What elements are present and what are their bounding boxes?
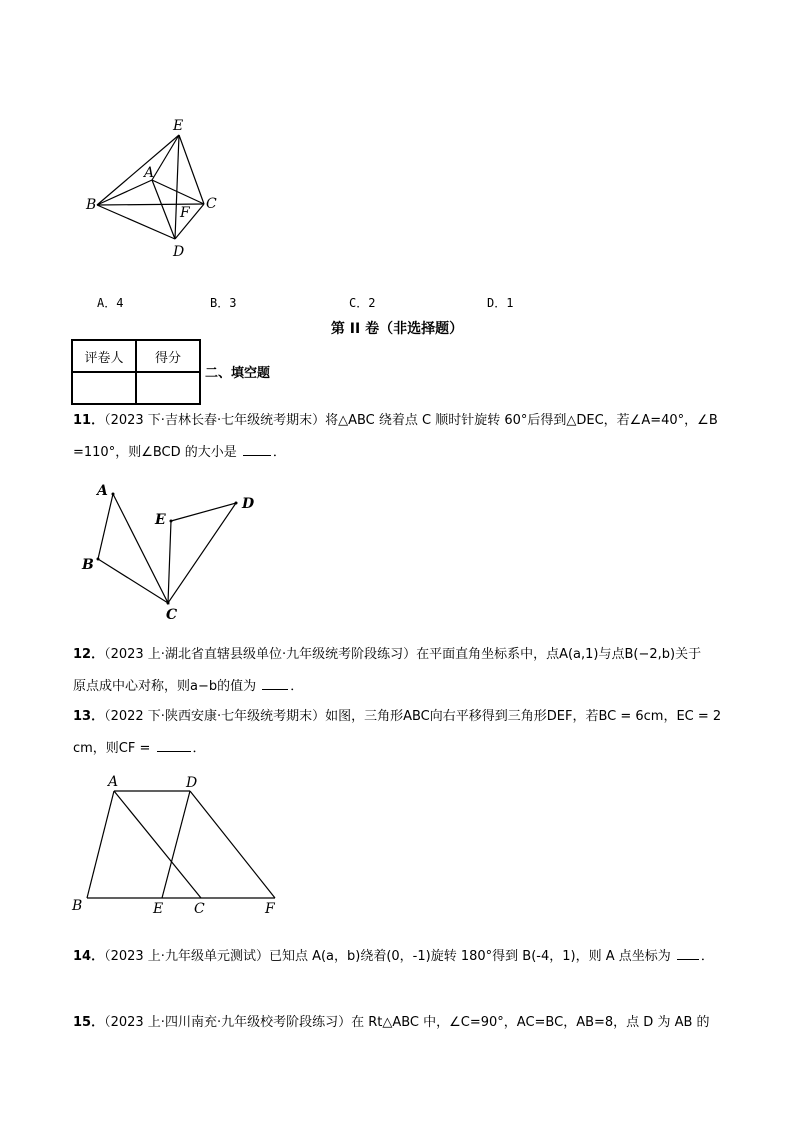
q11-source: （2023 下·吉林长春·七年级统考期末）	[104, 413, 326, 428]
figure-2-rotation	[80, 480, 260, 620]
q11-text-line2: =110°，则∠BCD 的大小是	[73, 445, 237, 460]
fig2-label-b: B	[82, 557, 94, 573]
score-table-cell-grader[interactable]	[72, 372, 136, 404]
choice-b: B．3	[210, 296, 237, 310]
q13-text-line2: cm，则CF =	[73, 741, 151, 756]
score-table-cell-score[interactable]	[136, 372, 200, 404]
q15-number: 15．	[73, 1015, 105, 1030]
question-12	[73, 645, 701, 665]
score-table	[71, 339, 201, 405]
question-13-line2	[73, 738, 206, 759]
q13-number: 13．	[73, 709, 105, 724]
q14-text-end: ．	[700, 949, 714, 964]
choice-d: D．1	[487, 296, 514, 310]
fig3-label-c: C	[194, 901, 205, 917]
q11-text-end: ．	[272, 445, 286, 460]
q12-number: 12．	[73, 647, 105, 662]
fig3-label-a: A	[108, 774, 119, 790]
q14-answer-blank[interactable]	[677, 946, 699, 960]
q14-source: （2023 上·九年级单元测试）	[104, 949, 269, 964]
q15-source: （2023 上·四川南充·九年级校考阶段练习）	[104, 1015, 352, 1030]
q12-text-line1: 在平面直角坐标系中，点A(a,1)与点B(−2,b)关于	[416, 647, 702, 662]
q13-answer-blank[interactable]	[157, 738, 191, 752]
section-heading: 二、填空题	[205, 366, 271, 381]
question-12-line2	[73, 676, 303, 697]
q14-text-line1: 已知点 A(a，b)绕着(0，-1)旋转 180°得到 B(-4，1)，则 A 点坐标为	[268, 949, 671, 964]
q13-text-line1: 如图，三角形ABC向右平移得到三角形DEF，若BC = 6cm，EC = 2	[325, 709, 722, 724]
choice-a: A．4	[97, 296, 124, 310]
fig1-label-e: E	[173, 118, 184, 134]
choice-c: C．2	[349, 296, 376, 310]
q12-text-end: ．	[290, 679, 304, 694]
q12-answer-blank[interactable]	[262, 676, 288, 690]
q14-number: 14．	[73, 949, 105, 964]
q12-text-line2: 原点成中心对称，则a−b的值为	[73, 679, 257, 694]
q13-source: （2022 下·陕西安康·七年级统考期末）	[104, 709, 326, 724]
q13-text-end: ．	[192, 741, 206, 756]
fig1-label-a: A	[144, 165, 155, 181]
section-title: 第 II 卷（非选择题）	[330, 321, 464, 337]
fig2-label-d: D	[242, 496, 255, 512]
fig2-label-e: E	[155, 512, 166, 528]
fig1-label-f: F	[180, 205, 190, 221]
q11-text-line1: 将△ABC 绕着点 C 顺时针旋转 60°后得到△DEC，若∠A=40°，∠B	[325, 413, 718, 428]
figure-3-translation	[80, 780, 290, 910]
question-13	[73, 707, 721, 727]
q12-source: （2023 上·湖北省直辖县级单位·九年级统考阶段练习）	[104, 647, 417, 662]
fig3-label-f: F	[265, 901, 275, 917]
fig2-label-a: A	[97, 483, 108, 499]
fig1-label-c: C	[206, 196, 217, 212]
score-table-header-grader: 评卷人	[72, 340, 136, 372]
fig1-label-d: D	[173, 244, 185, 260]
figure-1-quadrilateral	[80, 115, 230, 265]
q11-answer-blank[interactable]	[243, 442, 271, 456]
fig2-label-c: C	[166, 607, 178, 623]
fig3-label-d: D	[186, 775, 198, 791]
question-11-line2	[73, 442, 286, 463]
q15-text-line1: 在 Rt△ABC 中，∠C=90°，AC=BC，AB=8，点 D 为 AB 的	[351, 1015, 710, 1030]
score-table-header-score: 得分	[136, 340, 200, 372]
fig3-label-b: B	[72, 898, 83, 914]
q11-number: 11．	[73, 413, 105, 428]
question-15	[73, 1013, 710, 1033]
fig1-label-b: B	[86, 197, 97, 213]
question-11	[73, 411, 718, 431]
fig3-label-e: E	[153, 901, 164, 917]
question-14	[73, 946, 714, 967]
